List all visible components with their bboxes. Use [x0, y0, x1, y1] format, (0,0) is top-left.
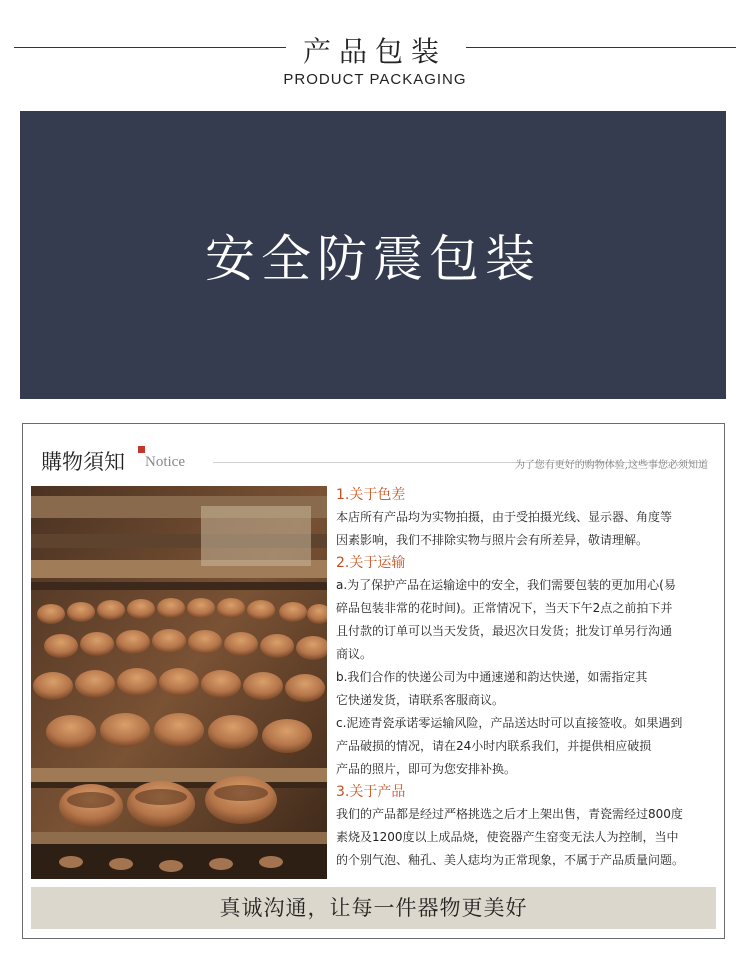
notice-card	[22, 423, 725, 939]
section-line: 产品的照片，即可为您安排补换。	[336, 762, 517, 776]
section-subtitle: PRODUCT PACKAGING	[283, 71, 467, 88]
section-heading-shipping: 2.关于运输	[336, 555, 406, 571]
notice-content	[336, 484, 721, 872]
section-line: c.泥迹青瓷承诺零运输风险，产品送达时可以直接签收。如果遇到	[336, 716, 683, 730]
section-line: 本店所有产品均为实物拍摄，由于受拍摄光线、显示器、角度等	[336, 510, 673, 524]
section-heading-product: 3.关于产品	[336, 784, 406, 800]
section-heading-color-diff: 1.关于色差	[336, 487, 406, 503]
section-line: 素烧及1200度以上成品烧，使瓷器产生窑变无法人为控制，当中	[336, 830, 679, 844]
section-header	[0, 0, 750, 100]
section-line: 产品破损的情况，请在24小时内联系我们，并提供相应破损	[336, 739, 652, 753]
footer-slogan: 真诚沟通，让每一件器物更美好	[219, 896, 528, 920]
section-line: 且付款的订单可以当天发货，最迟次日发货；批发订单另行沟通	[336, 624, 673, 638]
section-line: 的个别气泡、釉孔、美人痣均为正常现象，不属于产品质量问题。	[336, 853, 685, 867]
notice-slogan: 为了您有更好的购物体验,这些事您必须知道	[514, 460, 708, 471]
section-line: a.为了保护产品在运输途中的安全，我们需要包装的更加用心(易	[336, 578, 676, 592]
section-line: 因素影响，我们不排除实物与照片会有所差异，敬请理解。	[336, 533, 649, 547]
section-title: 产品包装	[302, 35, 447, 68]
pottery-workshop-photo	[31, 486, 327, 879]
section-line: b.我们合作的快递公司为中通速递和韵达快递，如需指定其	[336, 670, 648, 684]
section-line: 我们的产品都是经过严格挑选之后才上架出售，青瓷需经过800度	[336, 807, 683, 821]
section-line: 它快递发货，请联系客服商议。	[336, 693, 505, 707]
section-line: 碎品包装非常的花时间)。正常情况下，当天下午2点之前拍下并	[336, 601, 673, 615]
footer-slogan-bar	[31, 887, 716, 929]
notice-title: 購物須知	[41, 450, 125, 474]
notice-seal-icon	[138, 446, 145, 453]
notice-title-en: Notice	[145, 454, 185, 470]
pottery-photo-illustration	[31, 486, 327, 879]
banner-text: 安全防震包装	[205, 230, 541, 288]
section-line: 商议。	[336, 647, 373, 661]
header-rule-right	[466, 47, 736, 48]
packaging-banner	[20, 111, 726, 399]
